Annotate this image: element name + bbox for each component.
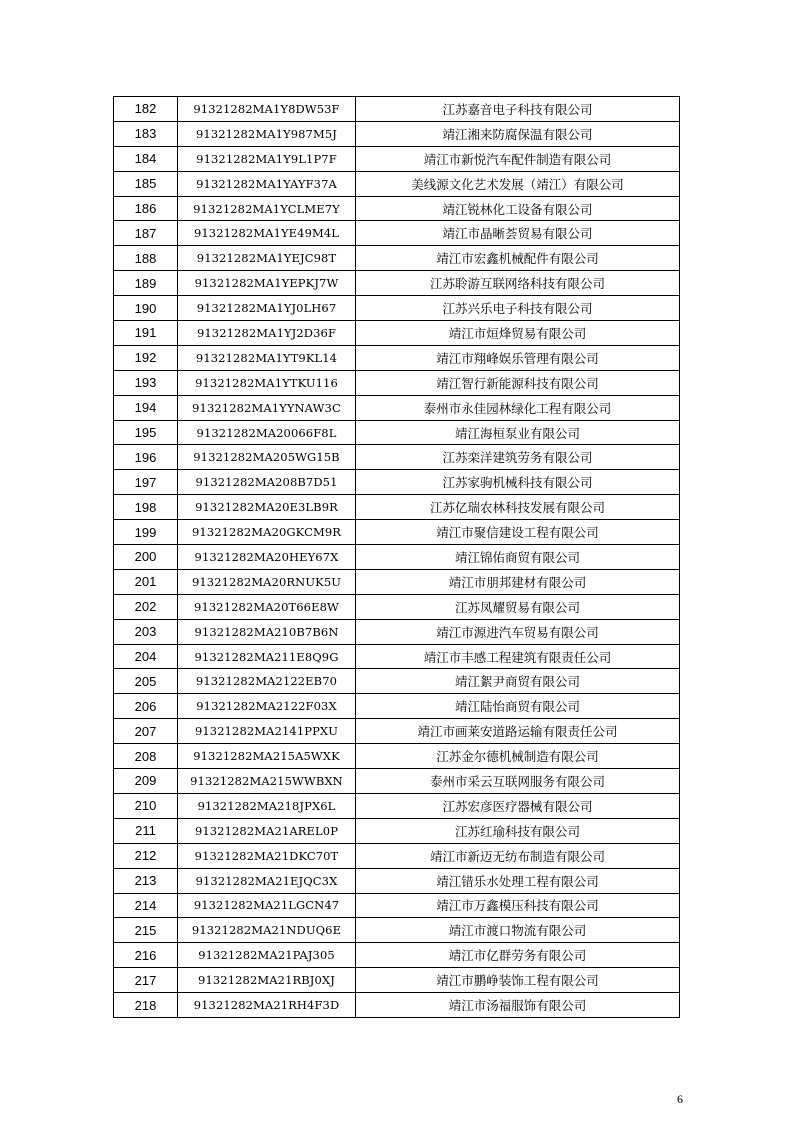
row-number-cell: 198 — [114, 495, 178, 520]
row-number-cell: 215 — [114, 918, 178, 943]
table-row — [114, 420, 680, 445]
row-number-cell: 194 — [114, 395, 178, 420]
company-name-cell: 江苏家驹机械科技有限公司 — [356, 470, 680, 495]
credit-code-cell: 91321282MA1YYNAW3C — [178, 395, 356, 420]
credit-code-cell: 91321282MA20T66E8W — [178, 594, 356, 619]
credit-code-cell: 91321282MA20RNUK5U — [178, 569, 356, 594]
row-number-cell: 184 — [114, 146, 178, 171]
table-row — [114, 893, 680, 918]
page-number: 6 — [677, 1092, 683, 1106]
row-number-cell: 197 — [114, 470, 178, 495]
table-row — [114, 296, 680, 321]
credit-code-cell: 91321282MA21DKC70T — [178, 843, 356, 868]
row-number-cell: 193 — [114, 370, 178, 395]
company-name-cell: 靖江陆怡商贸有限公司 — [356, 694, 680, 719]
table-row — [114, 246, 680, 271]
row-number-cell: 207 — [114, 719, 178, 744]
company-name-cell: 江苏聆游互联网络科技有限公司 — [356, 271, 680, 296]
row-number-cell: 205 — [114, 669, 178, 694]
row-number-cell: 206 — [114, 694, 178, 719]
row-number-cell: 200 — [114, 545, 178, 570]
credit-code-cell: 91321282MA1YT9KL14 — [178, 345, 356, 370]
row-number-cell: 196 — [114, 445, 178, 470]
row-number-cell: 204 — [114, 644, 178, 669]
credit-code-cell: 91321282MA2141PPXU — [178, 719, 356, 744]
credit-code-cell: 91321282MA215A5WXK — [178, 744, 356, 769]
credit-code-cell: 91321282MA2122EB70 — [178, 669, 356, 694]
company-name-cell: 靖江智行新能源科技有限公司 — [356, 370, 680, 395]
company-name-cell: 靖江市鹏峥装饰工程有限公司 — [356, 968, 680, 993]
company-name-cell: 江苏嘉音电子科技有限公司 — [356, 97, 680, 122]
credit-code-cell: 91321282MA20GKCM9R — [178, 520, 356, 545]
table-row — [114, 843, 680, 868]
credit-code-cell: 91321282MA21RBJ0XJ — [178, 968, 356, 993]
credit-code-cell: 91321282MA1YEPKJ7W — [178, 271, 356, 296]
credit-code-cell: 91321282MA20066F8L — [178, 420, 356, 445]
company-name-cell: 江苏栾洋建筑劳务有限公司 — [356, 445, 680, 470]
credit-code-cell: 91321282MA1Y8DW53F — [178, 97, 356, 122]
row-number-cell: 182 — [114, 97, 178, 122]
company-name-cell: 江苏金尔德机械制造有限公司 — [356, 744, 680, 769]
credit-code-cell: 91321282MA1YAYF37A — [178, 171, 356, 196]
row-number-cell: 183 — [114, 121, 178, 146]
company-name-cell: 江苏兴乐电子科技有限公司 — [356, 296, 680, 321]
row-number-cell: 199 — [114, 520, 178, 545]
credit-code-cell: 91321282MA1YJ0LH67 — [178, 296, 356, 321]
company-name-cell: 靖江市朋邦建材有限公司 — [356, 569, 680, 594]
company-name-cell: 靖江市晶晰荟贸易有限公司 — [356, 221, 680, 246]
credit-code-cell: 91321282MA21LGCN47 — [178, 893, 356, 918]
table-row — [114, 146, 680, 171]
credit-code-cell: 91321282MA1Y987M5J — [178, 121, 356, 146]
row-number-cell: 201 — [114, 569, 178, 594]
credit-code-cell: 91321282MA21EJQC3X — [178, 868, 356, 893]
table-row — [114, 121, 680, 146]
row-number-cell: 192 — [114, 345, 178, 370]
company-name-cell: 靖江错乐水处理工程有限公司 — [356, 868, 680, 893]
credit-code-cell: 91321282MA1YE49M4L — [178, 221, 356, 246]
credit-code-cell: 91321282MA2122F03X — [178, 694, 356, 719]
table-row — [114, 221, 680, 246]
credit-code-cell: 91321282MA1Y9L1P7F — [178, 146, 356, 171]
credit-code-cell: 91321282MA205WG15B — [178, 445, 356, 470]
row-number-cell: 185 — [114, 171, 178, 196]
row-number-cell: 214 — [114, 893, 178, 918]
row-number-cell: 218 — [114, 993, 178, 1018]
table-row — [114, 694, 680, 719]
credit-code-cell: 91321282MA21RH4F3D — [178, 993, 356, 1018]
registry-table-body — [114, 97, 680, 1018]
table-row — [114, 669, 680, 694]
company-name-cell: 泰州市永佳园林绿化工程有限公司 — [356, 395, 680, 420]
company-name-cell: 靖江市渡口物流有限公司 — [356, 918, 680, 943]
row-number-cell: 211 — [114, 818, 178, 843]
table-row — [114, 719, 680, 744]
credit-code-cell: 91321282MA20HEY67X — [178, 545, 356, 570]
table-row — [114, 271, 680, 296]
table-row — [114, 395, 680, 420]
company-registry-table — [113, 96, 680, 1018]
table-row — [114, 97, 680, 122]
credit-code-cell: 91321282MA215WWBXN — [178, 769, 356, 794]
table-row — [114, 818, 680, 843]
company-name-cell: 靖江锦佑商贸有限公司 — [356, 545, 680, 570]
row-number-cell: 212 — [114, 843, 178, 868]
company-name-cell: 泰州市采云互联网服务有限公司 — [356, 769, 680, 794]
credit-code-cell: 91321282MA211E8Q9G — [178, 644, 356, 669]
company-name-cell: 靖江市亿群劳务有限公司 — [356, 943, 680, 968]
table-row — [114, 943, 680, 968]
table-row — [114, 569, 680, 594]
company-name-cell: 靖江市画莱安道路运输有限责任公司 — [356, 719, 680, 744]
company-name-cell: 靖江湘来防腐保温有限公司 — [356, 121, 680, 146]
table-row — [114, 644, 680, 669]
table-row — [114, 594, 680, 619]
company-name-cell: 江苏亿瑞农林科技发展有限公司 — [356, 495, 680, 520]
credit-code-cell: 91321282MA1YJ2D36F — [178, 321, 356, 346]
credit-code-cell: 91321282MA1YCLME7Y — [178, 196, 356, 221]
table-row — [114, 321, 680, 346]
table-row — [114, 196, 680, 221]
row-number-cell: 210 — [114, 793, 178, 818]
credit-code-cell: 91321282MA210B7B6N — [178, 619, 356, 644]
company-name-cell: 靖江市新迈无纺布制造有限公司 — [356, 843, 680, 868]
table-row — [114, 445, 680, 470]
company-name-cell: 靖江絮尹商贸有限公司 — [356, 669, 680, 694]
row-number-cell: 217 — [114, 968, 178, 993]
table-row — [114, 619, 680, 644]
company-name-cell: 靖江市新悦汽车配件制造有限公司 — [356, 146, 680, 171]
company-name-cell: 靖江市烜烽贸易有限公司 — [356, 321, 680, 346]
table-row — [114, 918, 680, 943]
table-row — [114, 968, 680, 993]
company-name-cell: 靖江锐林化工设备有限公司 — [356, 196, 680, 221]
company-name-cell: 靖江市聚信建设工程有限公司 — [356, 520, 680, 545]
credit-code-cell: 91321282MA1YTKU116 — [178, 370, 356, 395]
credit-code-cell: 91321282MA21NDUQ6E — [178, 918, 356, 943]
table-row — [114, 470, 680, 495]
credit-code-cell: 91321282MA20E3LB9R — [178, 495, 356, 520]
credit-code-cell: 91321282MA208B7D51 — [178, 470, 356, 495]
row-number-cell: 209 — [114, 769, 178, 794]
company-name-cell: 江苏宏彦医疗器械有限公司 — [356, 793, 680, 818]
row-number-cell: 190 — [114, 296, 178, 321]
company-name-cell: 靖江市翔峰娱乐管理有限公司 — [356, 345, 680, 370]
row-number-cell: 208 — [114, 744, 178, 769]
table-row — [114, 769, 680, 794]
company-name-cell: 靖江市万鑫模压科技有限公司 — [356, 893, 680, 918]
table-row — [114, 345, 680, 370]
company-name-cell: 江苏红瑜科技有限公司 — [356, 818, 680, 843]
table-row — [114, 520, 680, 545]
credit-code-cell: 91321282MA21PAJ305 — [178, 943, 356, 968]
table-row — [114, 370, 680, 395]
company-name-cell: 美线源文化艺术发展（靖江）有限公司 — [356, 171, 680, 196]
row-number-cell: 191 — [114, 321, 178, 346]
table-row — [114, 793, 680, 818]
row-number-cell: 186 — [114, 196, 178, 221]
row-number-cell: 187 — [114, 221, 178, 246]
row-number-cell: 189 — [114, 271, 178, 296]
table-row — [114, 495, 680, 520]
company-name-cell: 靖江市源进汽车贸易有限公司 — [356, 619, 680, 644]
company-name-cell: 靖江市汤福服饰有限公司 — [356, 993, 680, 1018]
row-number-cell: 195 — [114, 420, 178, 445]
table-row — [114, 868, 680, 893]
company-name-cell: 江苏凤耀贸易有限公司 — [356, 594, 680, 619]
row-number-cell: 188 — [114, 246, 178, 271]
company-name-cell: 靖江市丰感工程建筑有限责任公司 — [356, 644, 680, 669]
row-number-cell: 203 — [114, 619, 178, 644]
company-name-cell: 靖江市宏鑫机械配件有限公司 — [356, 246, 680, 271]
credit-code-cell: 91321282MA218JPX6L — [178, 793, 356, 818]
row-number-cell: 213 — [114, 868, 178, 893]
row-number-cell: 216 — [114, 943, 178, 968]
credit-code-cell: 91321282MA1YEJC98T — [178, 246, 356, 271]
table-row — [114, 993, 680, 1018]
table-row — [114, 744, 680, 769]
company-name-cell: 靖江海桓泵业有限公司 — [356, 420, 680, 445]
table-row — [114, 545, 680, 570]
credit-code-cell: 91321282MA21AREL0P — [178, 818, 356, 843]
table-row — [114, 171, 680, 196]
row-number-cell: 202 — [114, 594, 178, 619]
